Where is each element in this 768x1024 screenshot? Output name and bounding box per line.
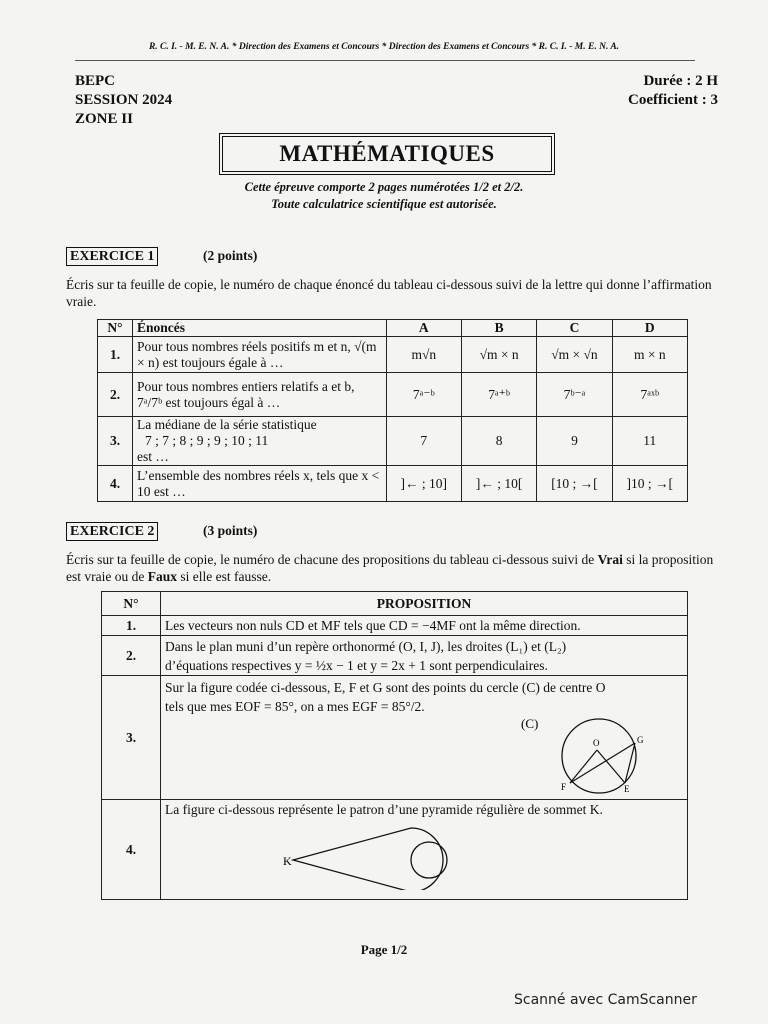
- option-b: √m × n: [461, 337, 536, 373]
- col-header-number: N°: [102, 592, 161, 616]
- proposition-line: La figure ci-dessous représente le patron d’une pyramide régulière de sommet K.: [165, 802, 603, 817]
- page-number: Page 1/2: [360, 942, 408, 957]
- segment-oe: [597, 750, 625, 783]
- proposition-cell: [161, 636, 688, 676]
- statement-line: La médiane de la série statistique: [137, 417, 317, 432]
- option-c: √m × √n: [537, 337, 612, 373]
- statement-cell: [133, 417, 387, 466]
- segment-gf: [570, 743, 635, 783]
- table-row: [98, 417, 688, 466]
- exercise-2-table: [101, 591, 688, 900]
- exam-session: SESSION 2024: [75, 92, 173, 108]
- table-header-row: [102, 592, 688, 616]
- exam-meta-right: [628, 72, 718, 110]
- table-row: [102, 676, 688, 800]
- table-row: [102, 800, 688, 900]
- option-b: 8: [461, 417, 536, 466]
- col-header-d: D: [612, 320, 687, 337]
- row-number: 3.: [98, 417, 133, 466]
- exercise-2-instruction: [66, 551, 726, 585]
- statement-line: est …: [137, 449, 169, 464]
- row-number: 1.: [98, 337, 133, 373]
- option-d: m × n: [612, 337, 687, 373]
- table-row: [102, 616, 688, 636]
- exercise-2-label: EXERCICE 2: [66, 522, 158, 541]
- option-a: 7: [386, 417, 461, 466]
- row-number: 4.: [102, 800, 161, 900]
- exercise-1-points: (2 points): [203, 248, 258, 263]
- option-c: 7ᵇ⁻ᵃ: [537, 373, 612, 417]
- col-header-number: N°: [98, 320, 133, 337]
- table-row: [98, 466, 688, 502]
- table-header-row: [98, 320, 688, 337]
- exercise-1-instruction: Écris sur ta feuille de copie, le numéro de chaque énoncé du tableau ci-dessous suivi de la lettre qui donne l’affirmation vraie.: [66, 277, 712, 309]
- table-row: [98, 373, 688, 417]
- option-a: m√n: [386, 337, 461, 373]
- proposition-cell: Les vecteurs non nuls CD et MF tels que CD = −4MF ont la même direction.: [161, 616, 688, 636]
- col-header-c: C: [537, 320, 612, 337]
- row-number: 4.: [98, 466, 133, 502]
- scanner-watermark: Scanné avec CamScanner: [514, 992, 697, 1008]
- table-row: [98, 337, 688, 373]
- faux-keyword: Faux: [147, 569, 177, 584]
- row-number: 2.: [98, 373, 133, 417]
- option-a: ]← ; 10]: [386, 466, 461, 502]
- row-number: 2.: [102, 636, 161, 676]
- proposition-cell: [161, 676, 688, 800]
- proposition-line: d’équations respectives y = ½x − 1 et y = 2x + 1 sont perpendiculaires.: [165, 657, 548, 673]
- pyramid-net-figure: [283, 820, 483, 890]
- statement-series: 7 ; 7 ; 8 ; 9 ; 9 ; 10 ; 11: [145, 433, 269, 448]
- circle-figure: [509, 708, 669, 798]
- exam-name: BEPC: [75, 73, 116, 89]
- exam-duration: Durée : 2 H: [643, 73, 718, 89]
- col-header-statements: Énoncés: [133, 320, 387, 337]
- exercise-1-table: [97, 319, 688, 502]
- statement-cell: Pour tous nombres réels positifs m et n, √(m × n) est toujours égale à …: [133, 337, 387, 373]
- instruction-text: si elle est fausse.: [176, 569, 272, 584]
- col-header-a: A: [386, 320, 461, 337]
- segment-of: [570, 750, 597, 783]
- header-divider: [75, 60, 695, 61]
- statement-cell: Pour tous nombres entiers relatifs a et b, 7ᵃ/7ᵇ est toujours égal à …: [133, 373, 387, 417]
- page-title: MATHÉMATIQUES: [279, 141, 495, 166]
- label-o: O: [593, 738, 600, 748]
- proposition-line: Sur la figure codée ci-dessous, E, F et G sont des points du cercle (C) de centre O: [165, 680, 606, 695]
- label-g: G: [637, 735, 644, 745]
- net-sector: [293, 828, 443, 890]
- label-f: F: [561, 782, 567, 792]
- row-number: 1.: [102, 616, 161, 636]
- label-k: K: [283, 854, 292, 868]
- header-line: R. C. I. - M. E. N. A. * Direction des Examens et Concours * Direction des Examens et Concours * R. C. I. - M. E. N. A.: [148, 42, 620, 52]
- exam-zone: ZONE II: [75, 111, 133, 127]
- label-e: E: [624, 784, 630, 794]
- table-row: [102, 636, 688, 676]
- option-b: 7ᵃ⁺ᵇ: [461, 373, 536, 417]
- proposition-cell: [161, 800, 688, 900]
- option-c: [10 ; →[: [537, 466, 612, 502]
- option-a: 7ᵃ⁻ᵇ: [386, 373, 461, 417]
- subtitle-pages: Cette épreuve comporte 2 pages numérotées 1/2 et 2/2.: [244, 180, 524, 194]
- option-d: ]10 ; →[: [612, 466, 687, 502]
- proposition-line: tels que mes EOF = 85°, on a mes EGF = 85°/2.: [165, 699, 425, 714]
- option-d: 7ᵃˣᵇ: [612, 373, 687, 417]
- title-box: [222, 136, 552, 172]
- col-header-b: B: [461, 320, 536, 337]
- instruction-text: si la proposition est vraie ou de: [66, 552, 714, 584]
- row-number: 3.: [102, 676, 161, 800]
- instruction-text: Écris sur ta feuille de copie, le numéro de chacune des propositions du tableau ci-dessous suivi de: [66, 552, 598, 567]
- statement-cell: L’ensemble des nombres réels x, tels que x < 10 est …: [133, 466, 387, 502]
- vrai-keyword: Vrai: [597, 552, 623, 567]
- option-b: ]← ; 10[: [461, 466, 536, 502]
- label-circle: (C): [521, 716, 539, 731]
- option-d: 11: [612, 417, 687, 466]
- exercise-1-label: EXERCICE 1: [66, 247, 158, 266]
- proposition-line: Dans le plan muni d’un repère orthonormé (O, I, J), les droites (L₁) et (L₂): [165, 638, 567, 654]
- net-base-circle: [411, 842, 447, 878]
- exam-info: [75, 72, 172, 129]
- exam-coefficient: Coefficient : 3: [628, 92, 718, 108]
- exercise-2-points: (3 points): [203, 523, 258, 538]
- option-c: 9: [537, 417, 612, 466]
- col-header-proposition: PROPOSITION: [161, 592, 688, 616]
- subtitle-calculator: Toute calculatrice scientifique est autorisée.: [271, 197, 497, 211]
